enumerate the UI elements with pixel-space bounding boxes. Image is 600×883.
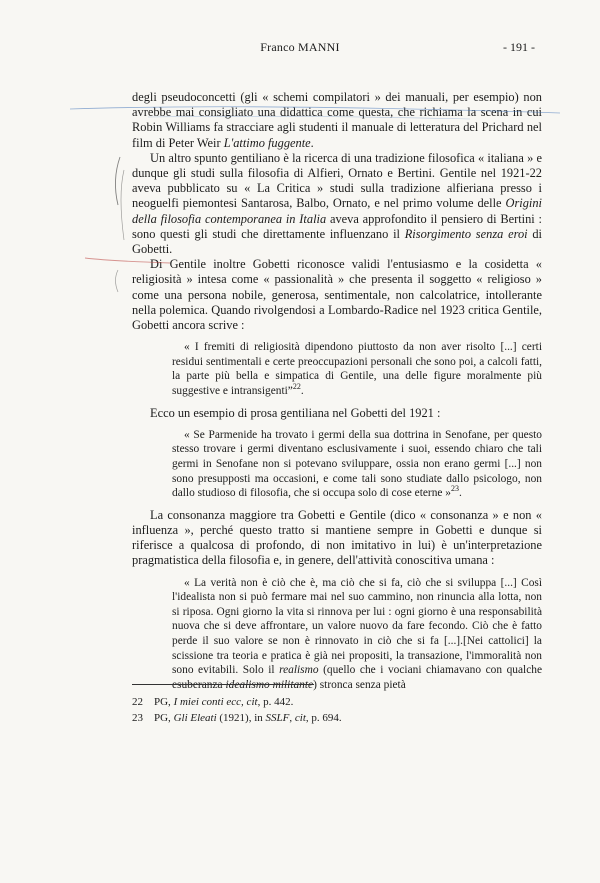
book-title-risorgimento: Risorgimento senza eroi	[404, 226, 528, 241]
paragraph-1-text: degli pseudoconcetti (gli « schemi compilatori » dei manuali, per esempio) non avrebbe mai consigliato una didattica come questa, che richiama la scena in cui Robin Williams fa stracciare agli studenti il manuale di letteratura del Prichard nel film di Peter Weir	[132, 90, 542, 150]
footnote-ref-22: 22	[292, 382, 301, 392]
footnote-number: 23	[132, 712, 143, 724]
margin-bracket-mark	[115, 157, 120, 205]
film-title: L'attimo fuggente	[223, 135, 311, 150]
footnote-text	[154, 694, 293, 710]
block-quote-1-text: « I fremiti di religiosità dipendono piuttosto da non aver risolto [...] certi residui sentimentali e certe preoccupazioni personali che sono poi, a calcoli fatti, la parte più bella e simpatica di Gentile, una delle figure moralmente più suggestive e intransigenti”	[172, 341, 542, 398]
footnote-text	[154, 710, 342, 726]
block-quote-3-body	[172, 576, 542, 693]
paragraph-2-text-c: di Gobetti.	[132, 226, 542, 257]
footnote-23-title: Gli Eleati	[173, 712, 217, 724]
footnote-22-post: , p. 442.	[257, 696, 294, 708]
footnote-23-post: , p. 694.	[305, 712, 342, 724]
paragraph-4: Ecco un esempio di prosa gentiliana nel Gobetti del 1921 :	[150, 405, 441, 420]
block-quote-2	[172, 428, 542, 501]
page-number: - 191 -	[503, 40, 535, 54]
footnote-23	[132, 710, 532, 726]
paragraph-5: La consonanza maggiore tra Gobetti e Gentile (dico « consonanza » e non « influenza », perché questo tratto si mantiene sempre in Gobetti e dunque si riferisce a qualcosa di profondo, di non imitativo in lui) è un'interpretazione pragmatistica della filosofia e, in genere, dell'attività conoscitiva umana :	[132, 507, 542, 568]
term-idealismo-militante: idealismo militante	[225, 678, 314, 691]
footnotes	[132, 694, 532, 726]
footnote-23-pre: PG,	[154, 712, 174, 724]
block-quote-2-end: .	[459, 487, 462, 500]
paragraph-1-end: .	[310, 135, 314, 150]
paragraph-2-text-b: aveva approfondito il pensiero di Bertini : sono questi gli studi che direttamente influenzano il	[132, 211, 542, 241]
footnote-22-title: I miei conti ecc, cit	[173, 696, 258, 708]
paragraph-2	[132, 151, 542, 257]
footnote-22-pre: PG,	[154, 696, 174, 708]
term-realismo: realismo	[279, 664, 319, 677]
footnote-23-journal: SSLF	[265, 712, 290, 724]
margin-bracket-mark	[121, 170, 124, 240]
footnote-ref-23: 23	[451, 484, 460, 494]
block-quote-3	[172, 576, 542, 693]
main-text	[132, 90, 542, 699]
paragraph-1	[132, 90, 542, 151]
block-quote-3-text-b: (quello che i vociani chiamavano con qualche esuberanza	[172, 664, 542, 691]
footnote-23-cit: cit	[294, 712, 306, 724]
block-quote-3-text-c: ) stronca senza pietà	[313, 678, 406, 691]
paragraph-3: Di Gentile inoltre Gobetti riconosce validi l'entusiasmo e la cosidetta « religiosità » intesa come « passionalità » che presenta il soggetto « religioso » come una persona nobile, generosa, sentimentale, non calcolatrice, intollerante nella polemica. Quando rivolgendosi a Lombardo-Radice nel 1923 critica Gentile, Gobetti ancora scrive :	[132, 257, 542, 333]
footnote-rule	[132, 684, 314, 685]
footnote-23-mid2: ,	[289, 712, 295, 724]
block-quote-1	[172, 340, 542, 398]
running-header-author: Franco MANNI	[260, 40, 340, 54]
book-title-origini: Origini della filosofia contemporanea in Italia	[132, 196, 542, 226]
footnote-23-mid: (1921), in	[216, 712, 266, 724]
block-quote-1-end: .	[300, 385, 304, 398]
block-quote-1-body	[172, 340, 542, 398]
block-quote-3-text-a: « La verità non è ciò che è, ma ciò che si fa, ciò che si sviluppa [...] Così l'idealista non si può fermare mai nel suo cammino, non rinuncia alla lotta, non si riposa. Ogni giorno la vita si rinnova per lui : ogni giorno è una responsabilità nuova che si deve affrontare, un valore nuovo da fare fecondo. Ciò che è fatto perde il suo valore se non è rinnovato in ciò che si fa [...].[Nei cattolici] la scissione tra teoria e pratica è già nei propositi, la transazione, l'immoralità non sono evitabili. Solo il	[172, 576, 542, 677]
footnote-22	[132, 694, 532, 710]
block-quote-2-body	[172, 428, 542, 501]
paragraph-2-text-a: Un altro spunto gentiliano è la ricerca di una tradizione filosofica « italiana » e dunque gli studi sulla filosofia di Alfieri, Ornato e Bertini. Gentile nel 1921-22 aveva pubblicato su « La Critica » studi sulla tradizione alfieriana presso i neoguelfi piemontesi Santarosa, Balbo, Ornato, e nel primo volume delle	[132, 150, 542, 211]
block-quote-2-text: « Se Parmenide ha trovato i germi della sua dottrina in Senofane, per questo stesso trovare i germi diventano esclusivamente i suoi, essendo chiaro che tali germi in Senofane non si potevano sviluppare, ossia non erano germi [...] non sono presupposti ma occasioni, e come tali sono studiate dallo psicologo, non dallo studioso di filosofia, che si occupa solo di cose eterne »	[172, 428, 542, 500]
footnote-number: 22	[132, 696, 143, 708]
margin-bracket-mark	[116, 270, 119, 292]
